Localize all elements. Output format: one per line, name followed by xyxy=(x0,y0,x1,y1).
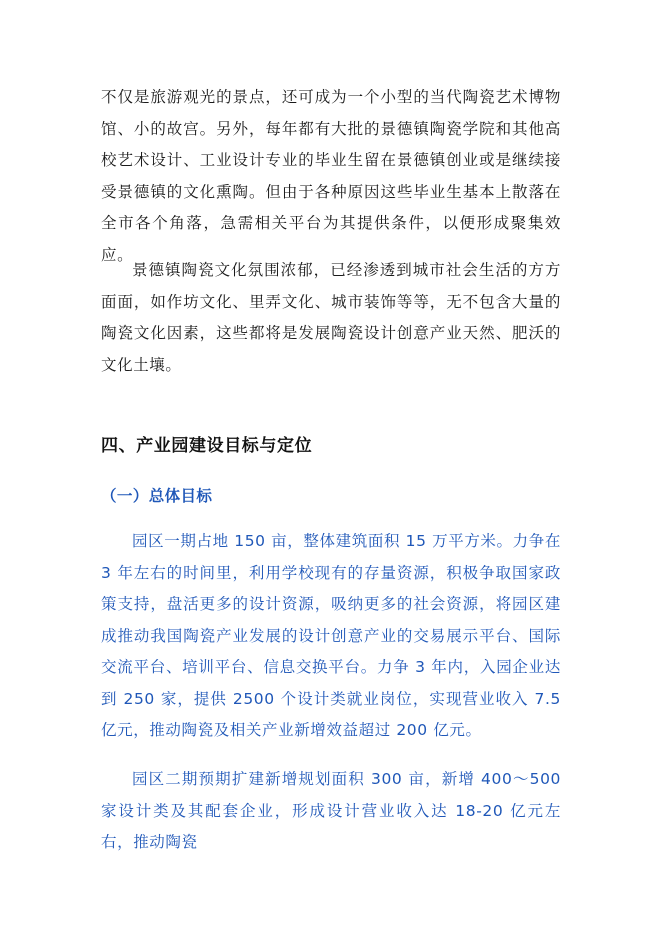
section-heading-goals-positioning: 四、产业园建设目标与定位 xyxy=(101,436,313,456)
paragraph-ceramic-culture: 景德镇陶瓷文化氛围浓郁，已经渗透到城市社会生活的方方面面，如作坊文化、里弄文化、城市装饰等等，无不包含大量的陶瓷文化因素，这些都将是发展陶瓷设计创意产业天然、肥沃的文化土壤。 xyxy=(101,261,561,374)
subsection-heading-overall-goal: （一）总体目标 xyxy=(101,487,213,505)
paragraph-phase-one: 园区一期占地 150 亩，整体建筑面积 15 万平方米。力争在 3 年左右的时间里，利用学校现有的存量资源，积极争取国家政策支持，盘活更多的设计资源，吸纳更多的社会资源，将园区建成推动我国陶瓷产业发展的设计创意产业的交易展示平台、国际交流平台、培训平台、信息交换平台。力争 3 年内，入园企业达到 250 家，提供 2500 个设计类就业岗位，实现营业收入 7.5 亿元，推动陶瓷及相关产业新增效益超过 200 亿元。 xyxy=(101,532,561,739)
paragraph-phase-two: 园区二期预期扩建新增规划面积 300 亩，新增 400～500 家设计类及其配套企业，形成设计营业收入达 18-20 亿元左右，推动陶瓷 xyxy=(101,770,561,851)
paragraph-intro-continued: 不仅是旅游观光的景点，还可成为一个小型的当代陶瓷艺术博物馆、小的故宫。另外，每年都有大批的景德镇陶瓷学院和其他高校艺术设计、工业设计专业的毕业生留在景德镇创业或是继续接受景德镇的文化熏陶。但由于各种原因这些毕业生基本上散落在全市各个角落，急需相关平台为其提供条件，以便形成聚集效应。 xyxy=(101,88,561,264)
